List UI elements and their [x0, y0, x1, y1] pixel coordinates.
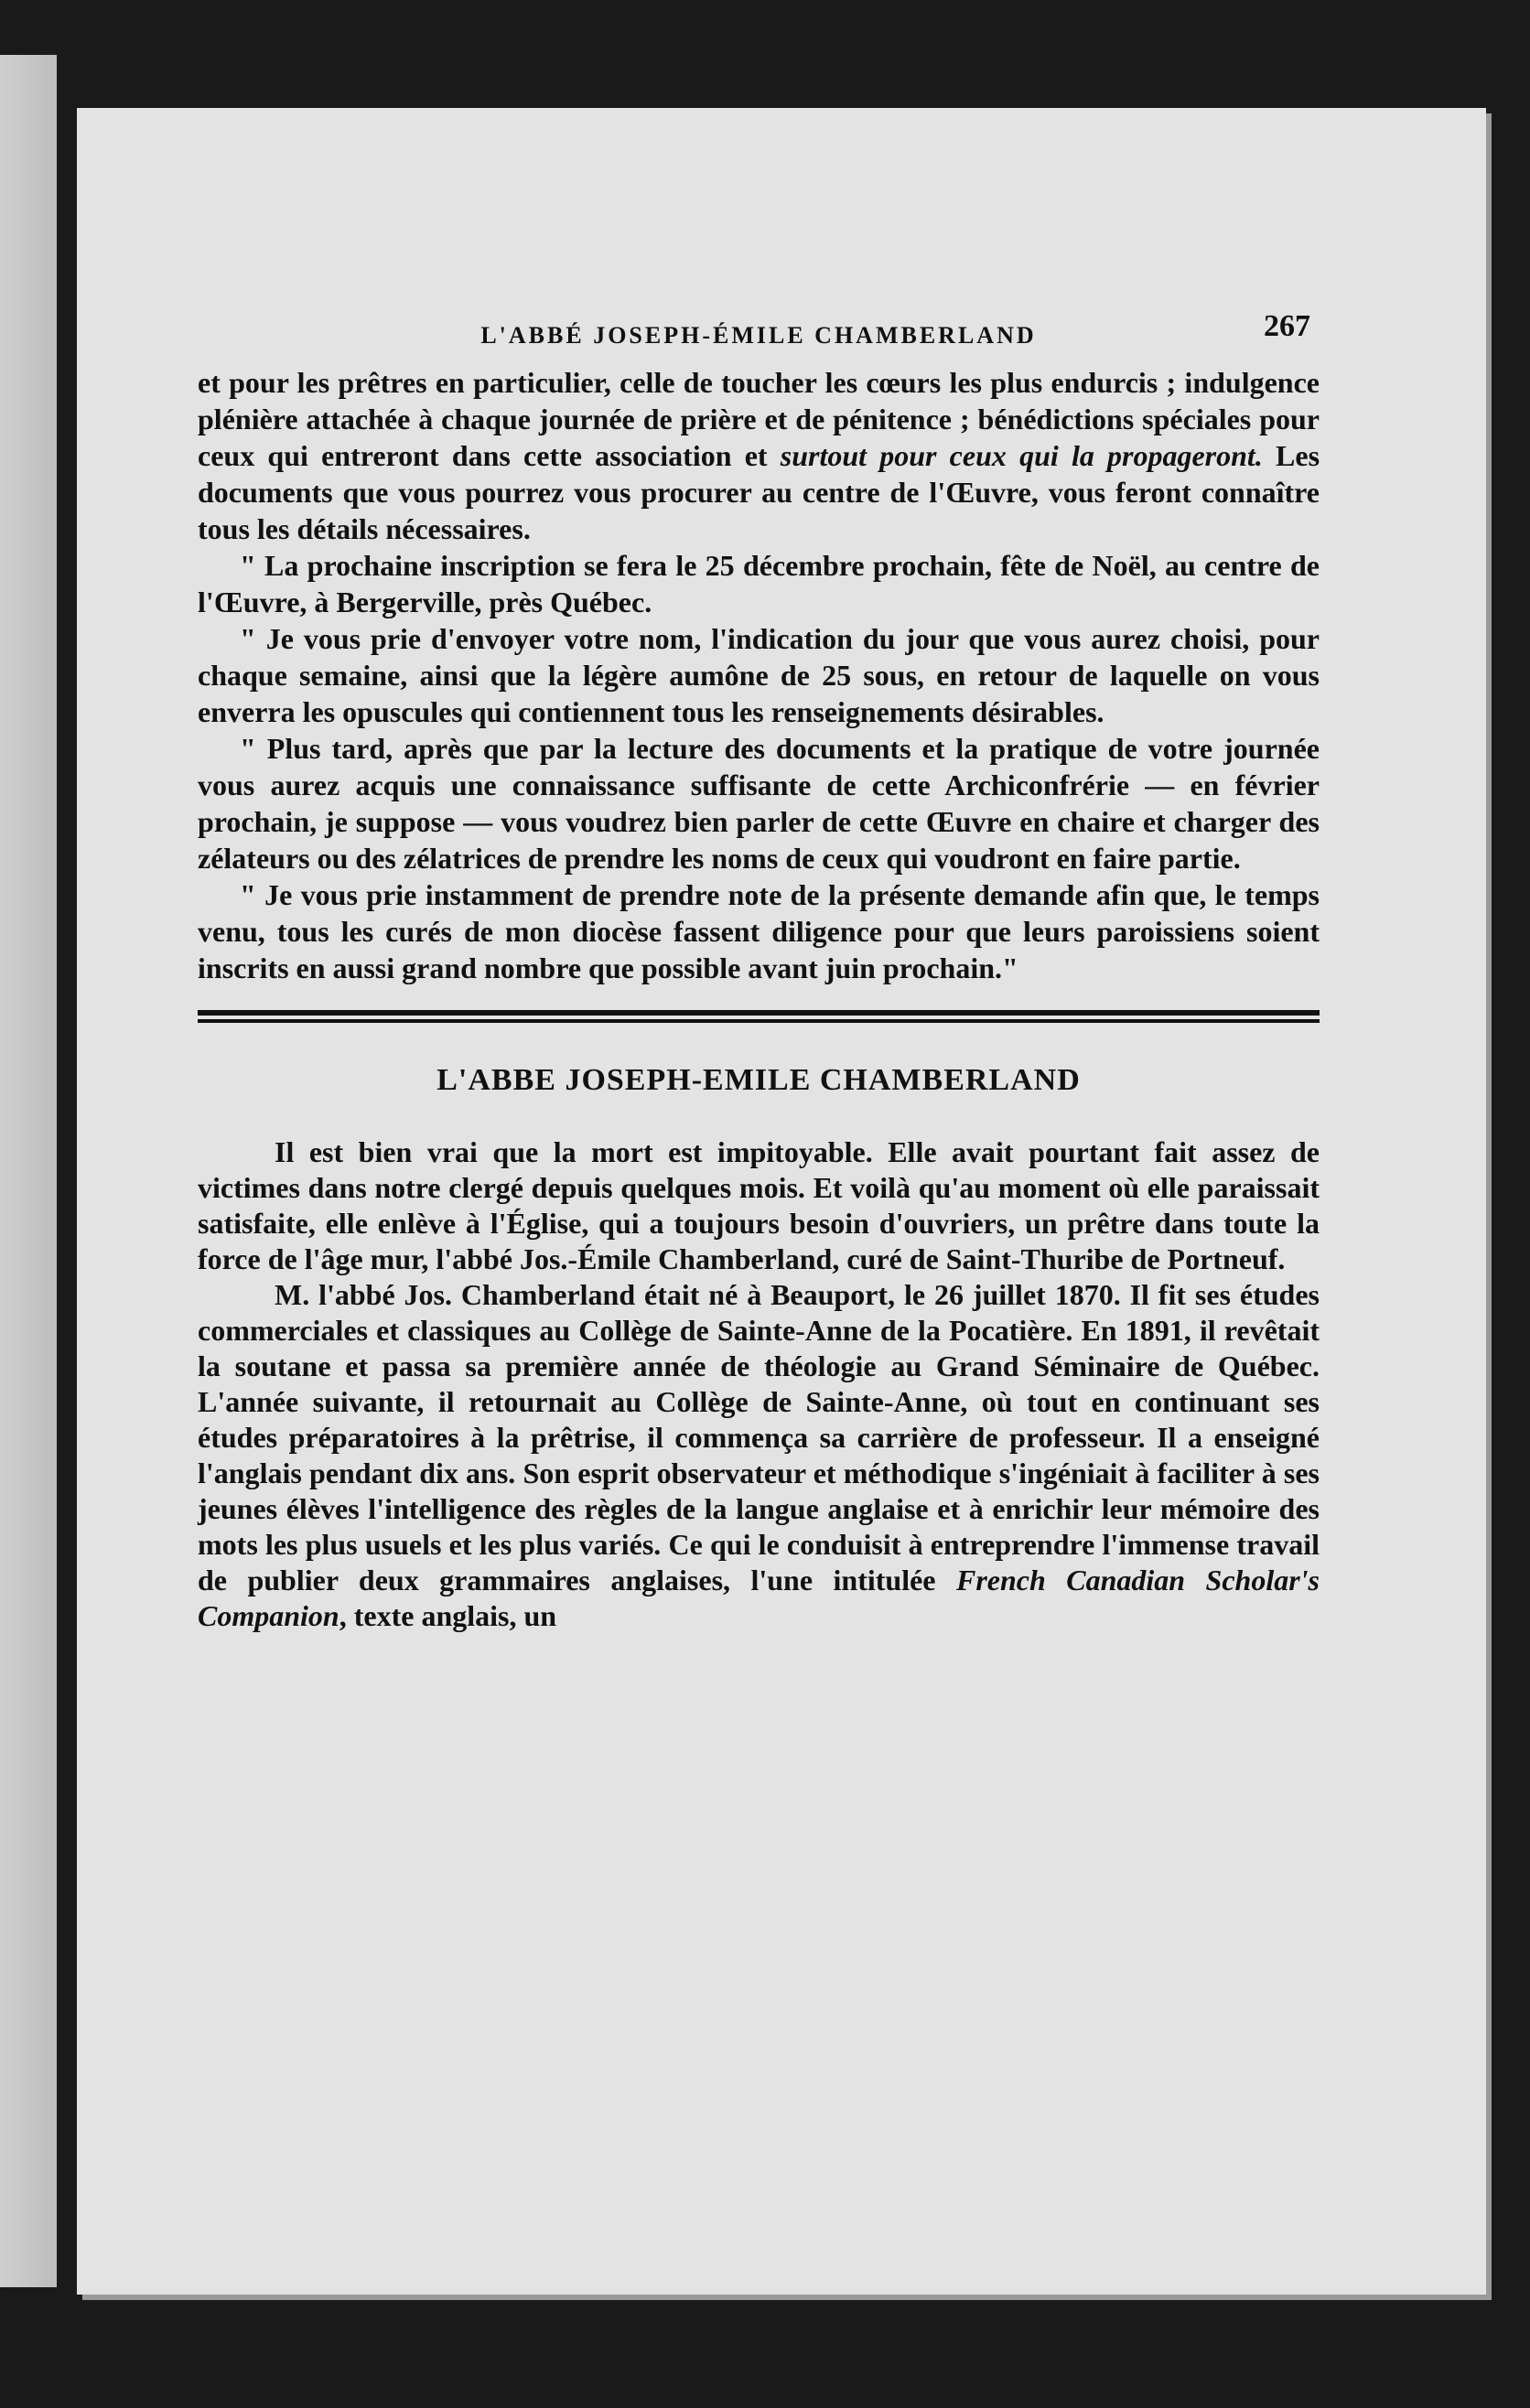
running-title: L'ABBÉ JOSEPH-ÉMILE CHAMBERLAND — [480, 322, 1037, 349]
italic-text: French Canadian Scholar's Companion — [198, 1564, 1320, 1632]
paragraph: " Je vous prie instamment de prendre note de la présente demande afin que, le temps venu, tous les curés de mon diocèse fassent diligence pour que leurs paroissiens soient inscrits en aussi grand nombre que possible avant juin prochain." — [198, 878, 1320, 984]
paragraph: " La prochaine inscription se fera le 25 décembre prochain, fête de Noël, au centre de l'Œuvre, à Bergerville, près Québec. — [198, 549, 1320, 618]
paragraph: " Plus tard, après que par la lecture des documents et la pratique de votre journée vous aurez acquis une connaissance suffisante de cette Archiconfrérie — en février prochain, je suppose — vous voudrez bien parler de cette Œuvre en chaire et charger des zélateurs ou des zélatrices de prendre les noms de ceux qui voudront en faire partie. — [198, 732, 1320, 875]
article-body — [198, 1134, 1320, 1634]
running-header — [198, 309, 1320, 364]
paragraph — [198, 1277, 1320, 1634]
text-run: Les documents que vous pourrez vous procurer au centre de l'Œuvre, vous feront connaître tous les détails nécessaires. — [198, 439, 1320, 545]
text-run: M. l'abbé Jos. Chamberland était né à Beauport, le 26 juillet 1870. Il fit ses études commerciales et classiques au Collège de Sainte-Anne de la Pocatière. En 1891, il revêtait la soutane et passa sa première année de théologie au Grand Séminaire de Québec. L'année suivante, il retournait au Collège de Sainte-Anne, où tout en continuant ses études préparatoires à la prêtrise, il commença sa carrière de professeur. Il a enseigné l'anglais pendant dix ans. Son esprit observateur et méthodique s'ingéniait à faciliter à ses jeunes élèves l'intelligence des règles de la langue anglaise et à enrichir leur mémoire des mots les plus usuels et les plus variés. Ce qui le conduisit à entreprendre l'immense travail de publier deux grammaires anglaises, l'une intitulée — [198, 1278, 1320, 1596]
book-page — [77, 108, 1486, 2295]
continued-letter-text — [198, 364, 1320, 986]
text-run: et pour les prêtres en particulier, celle de toucher les cœurs les plus endurcis ; indulgence plénière attachée à chaque journée de prière et de pénitence ; bénédictions spéciales pour ceux qui entreront dans cette association et — [198, 366, 1320, 472]
page-content — [198, 309, 1320, 1634]
section-divider — [198, 1010, 1320, 1023]
article-title: L'ABBE JOSEPH-EMILE CHAMBERLAND — [436, 1063, 1081, 1097]
divider-line — [198, 1019, 1320, 1023]
paragraph: " Je vous prie d'envoyer votre nom, l'indication du jour que vous aurez choisi, pour chaque semaine, ainsi que la légère aumône de 25 sous, en retour de laquelle on vous enverra les opuscules qui contiennent tous les renseignements désirables. — [198, 622, 1320, 728]
text-run: , texte anglais, un — [339, 1599, 557, 1632]
divider-line — [198, 1010, 1320, 1016]
paragraph — [198, 364, 1320, 547]
paragraph: Il est bien vrai que la mort est impitoyable. Elle avait pourtant fait assez de victimes dans notre clergé depuis quelques mois. Et voilà qu'au moment où elle paraissait satisfaite, elle enlève à l'Église, qui a toujours besoin d'ouvriers, un prêtre dans toute la force de l'âge mur, l'abbé Jos.-Émile Chamberland, curé de Saint-Thuribe de Portneuf. — [198, 1135, 1320, 1275]
page-number: 267 — [1264, 309, 1310, 343]
italic-text: surtout pour ceux qui la propageront. — [780, 439, 1263, 472]
adjacent-page-edge — [0, 55, 57, 2287]
